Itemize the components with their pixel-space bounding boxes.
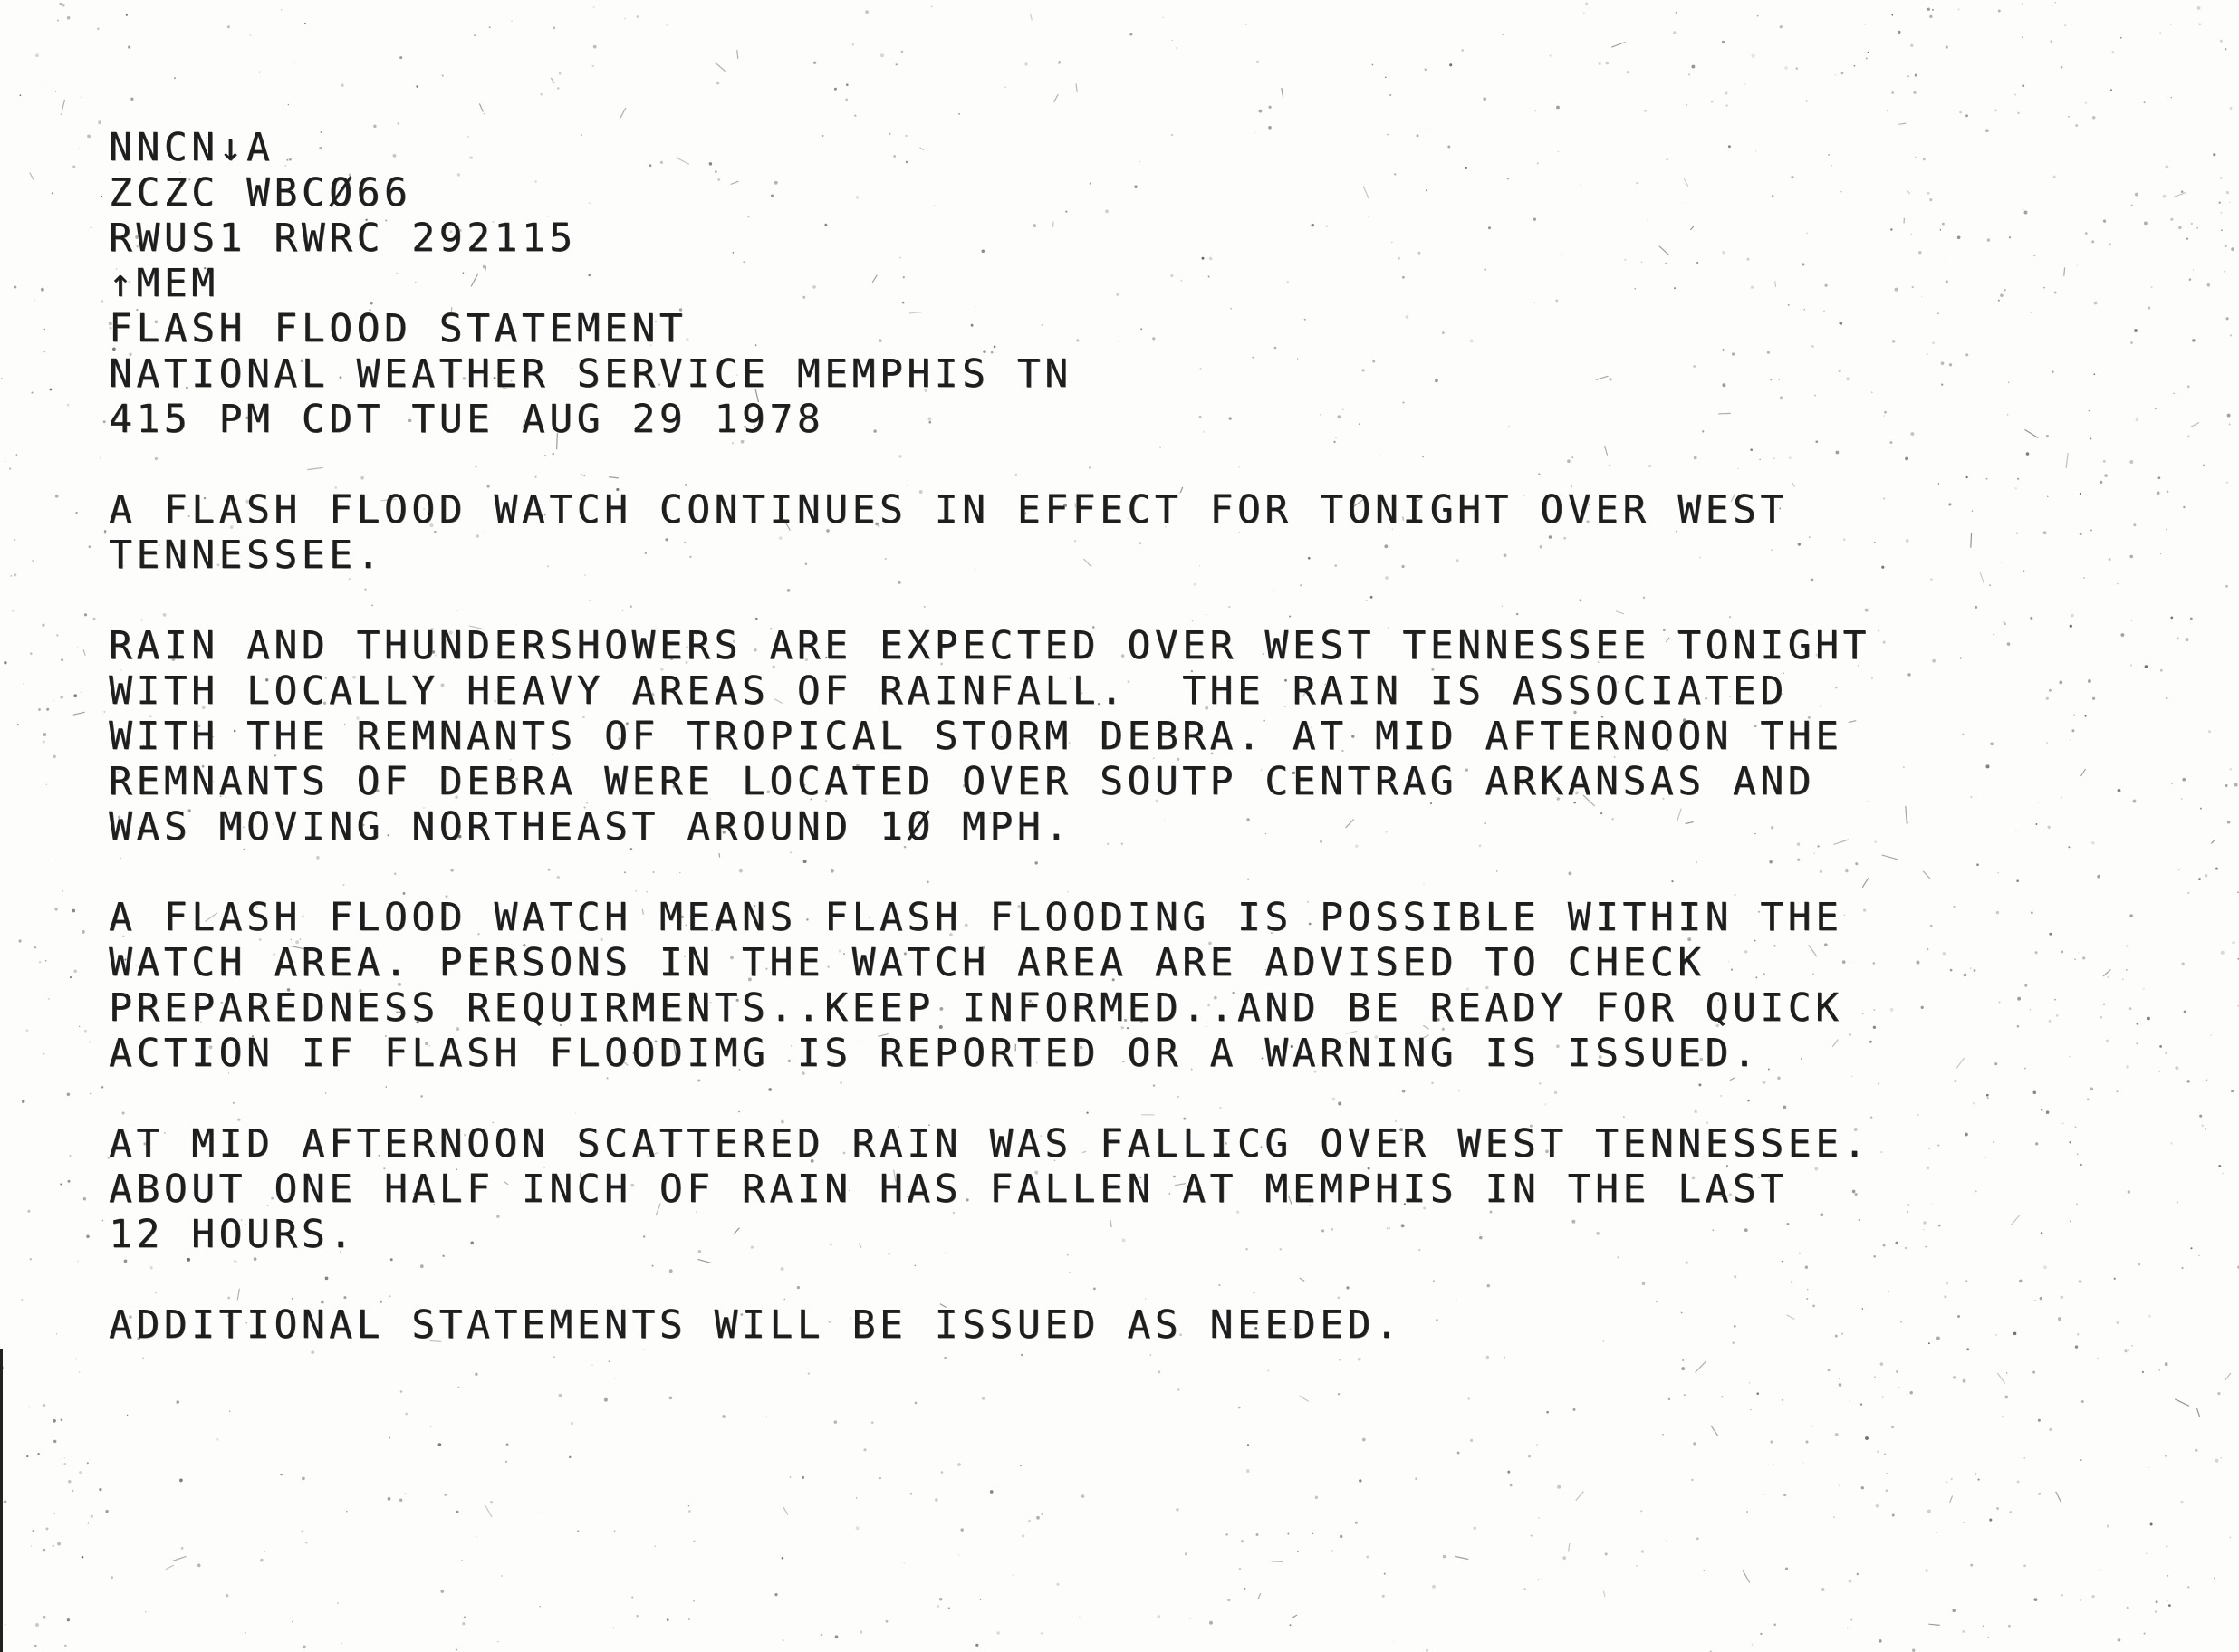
text-line: WITH LOCALLY HEAVY AREAS OF RAINFALL. THE RAIN IS ASSOCIATED: [109, 668, 1788, 714]
text-line: RAIN AND THUNDERSHOWERS ARE EXPECTED OVER WEST TENNESSEE TONIGHT: [109, 623, 1870, 668]
paragraph-gap: [109, 1076, 1870, 1121]
paragraph-forecast: [109, 623, 1870, 850]
scan-edge-shadow: [0, 1349, 3, 1652]
paragraph-watch-definition: [109, 895, 1870, 1076]
statement-title: FLASH FLOOD STATEMENT: [109, 306, 687, 351]
issue-datetime: 415 PM CDT TUE AUG 29 1978: [109, 397, 825, 442]
paragraph-observations: [109, 1121, 1870, 1257]
header-line: ZCZC WBCØ66: [109, 170, 412, 216]
text-line: A FLASH FLOOD WATCH MEANS FLASH FLOODING IS POSSIBLE WITHIN THE: [109, 895, 1843, 940]
issuing-office: NATIONAL WEATHER SERVICE MEMPHIS TN: [109, 351, 1072, 397]
text-line: TENNESSEE.: [109, 533, 384, 578]
text-line: 12 HOURS.: [109, 1212, 357, 1257]
paragraph-gap: [109, 1257, 1870, 1302]
text-line: PREPAREDNESS REQUIRMENTS..KEEP INFORMED..AND BE READY FOR QUICK: [109, 985, 1843, 1031]
text-line: WATCH AREA. PERSONS IN THE WATCH AREA ARE ADVISED TO CHECK: [109, 940, 1706, 985]
header-line: RWUS1 RWRC 292115: [109, 216, 577, 261]
text-line: REMNANTS OF DEBRA WERE LOCATED OVER SOUTP CENTRAG ARKANSAS AND: [109, 759, 1816, 804]
text-line: WAS MOVING NORTHEAST AROUND 1Ø MPH.: [109, 804, 1072, 850]
bulletin-header: [109, 125, 1870, 442]
paragraph-gap: [109, 850, 1870, 895]
header-line: NNCN↓A: [109, 125, 274, 170]
text-line: ADDITIONAL STATEMENTS WILL BE ISSUED AS NEEDED.: [109, 1302, 1403, 1348]
paragraph-gap: [109, 442, 1870, 487]
telex-bulletin: [109, 125, 1870, 1348]
text-line: AT MID AFTERNOON SCATTERED RAIN WAS FALLICG OVER WEST TENNESSEE.: [109, 1121, 1870, 1167]
paragraph-gap: [109, 578, 1870, 623]
header-line: ↑MEM: [109, 261, 219, 306]
text-line: WITH THE REMNANTS OF TROPICAL STORM DEBRA. AT MID AFTERNOON THE: [109, 714, 1843, 759]
text-line: A FLASH FLOOD WATCH CONTINUES IN EFFECT FOR TONIGHT OVER WEST: [109, 487, 1788, 533]
text-line: ABOUT ONE HALF INCH OF RAIN HAS FALLEN AT MEMPHIS IN THE LAST: [109, 1167, 1788, 1212]
paragraph-watch-notice: [109, 487, 1870, 578]
paragraph-closing: [109, 1302, 1870, 1348]
text-line: ACTION IF FLASH FLOODIMG IS REPORTED OR A WARNING IS ISSUED.: [109, 1031, 1761, 1076]
